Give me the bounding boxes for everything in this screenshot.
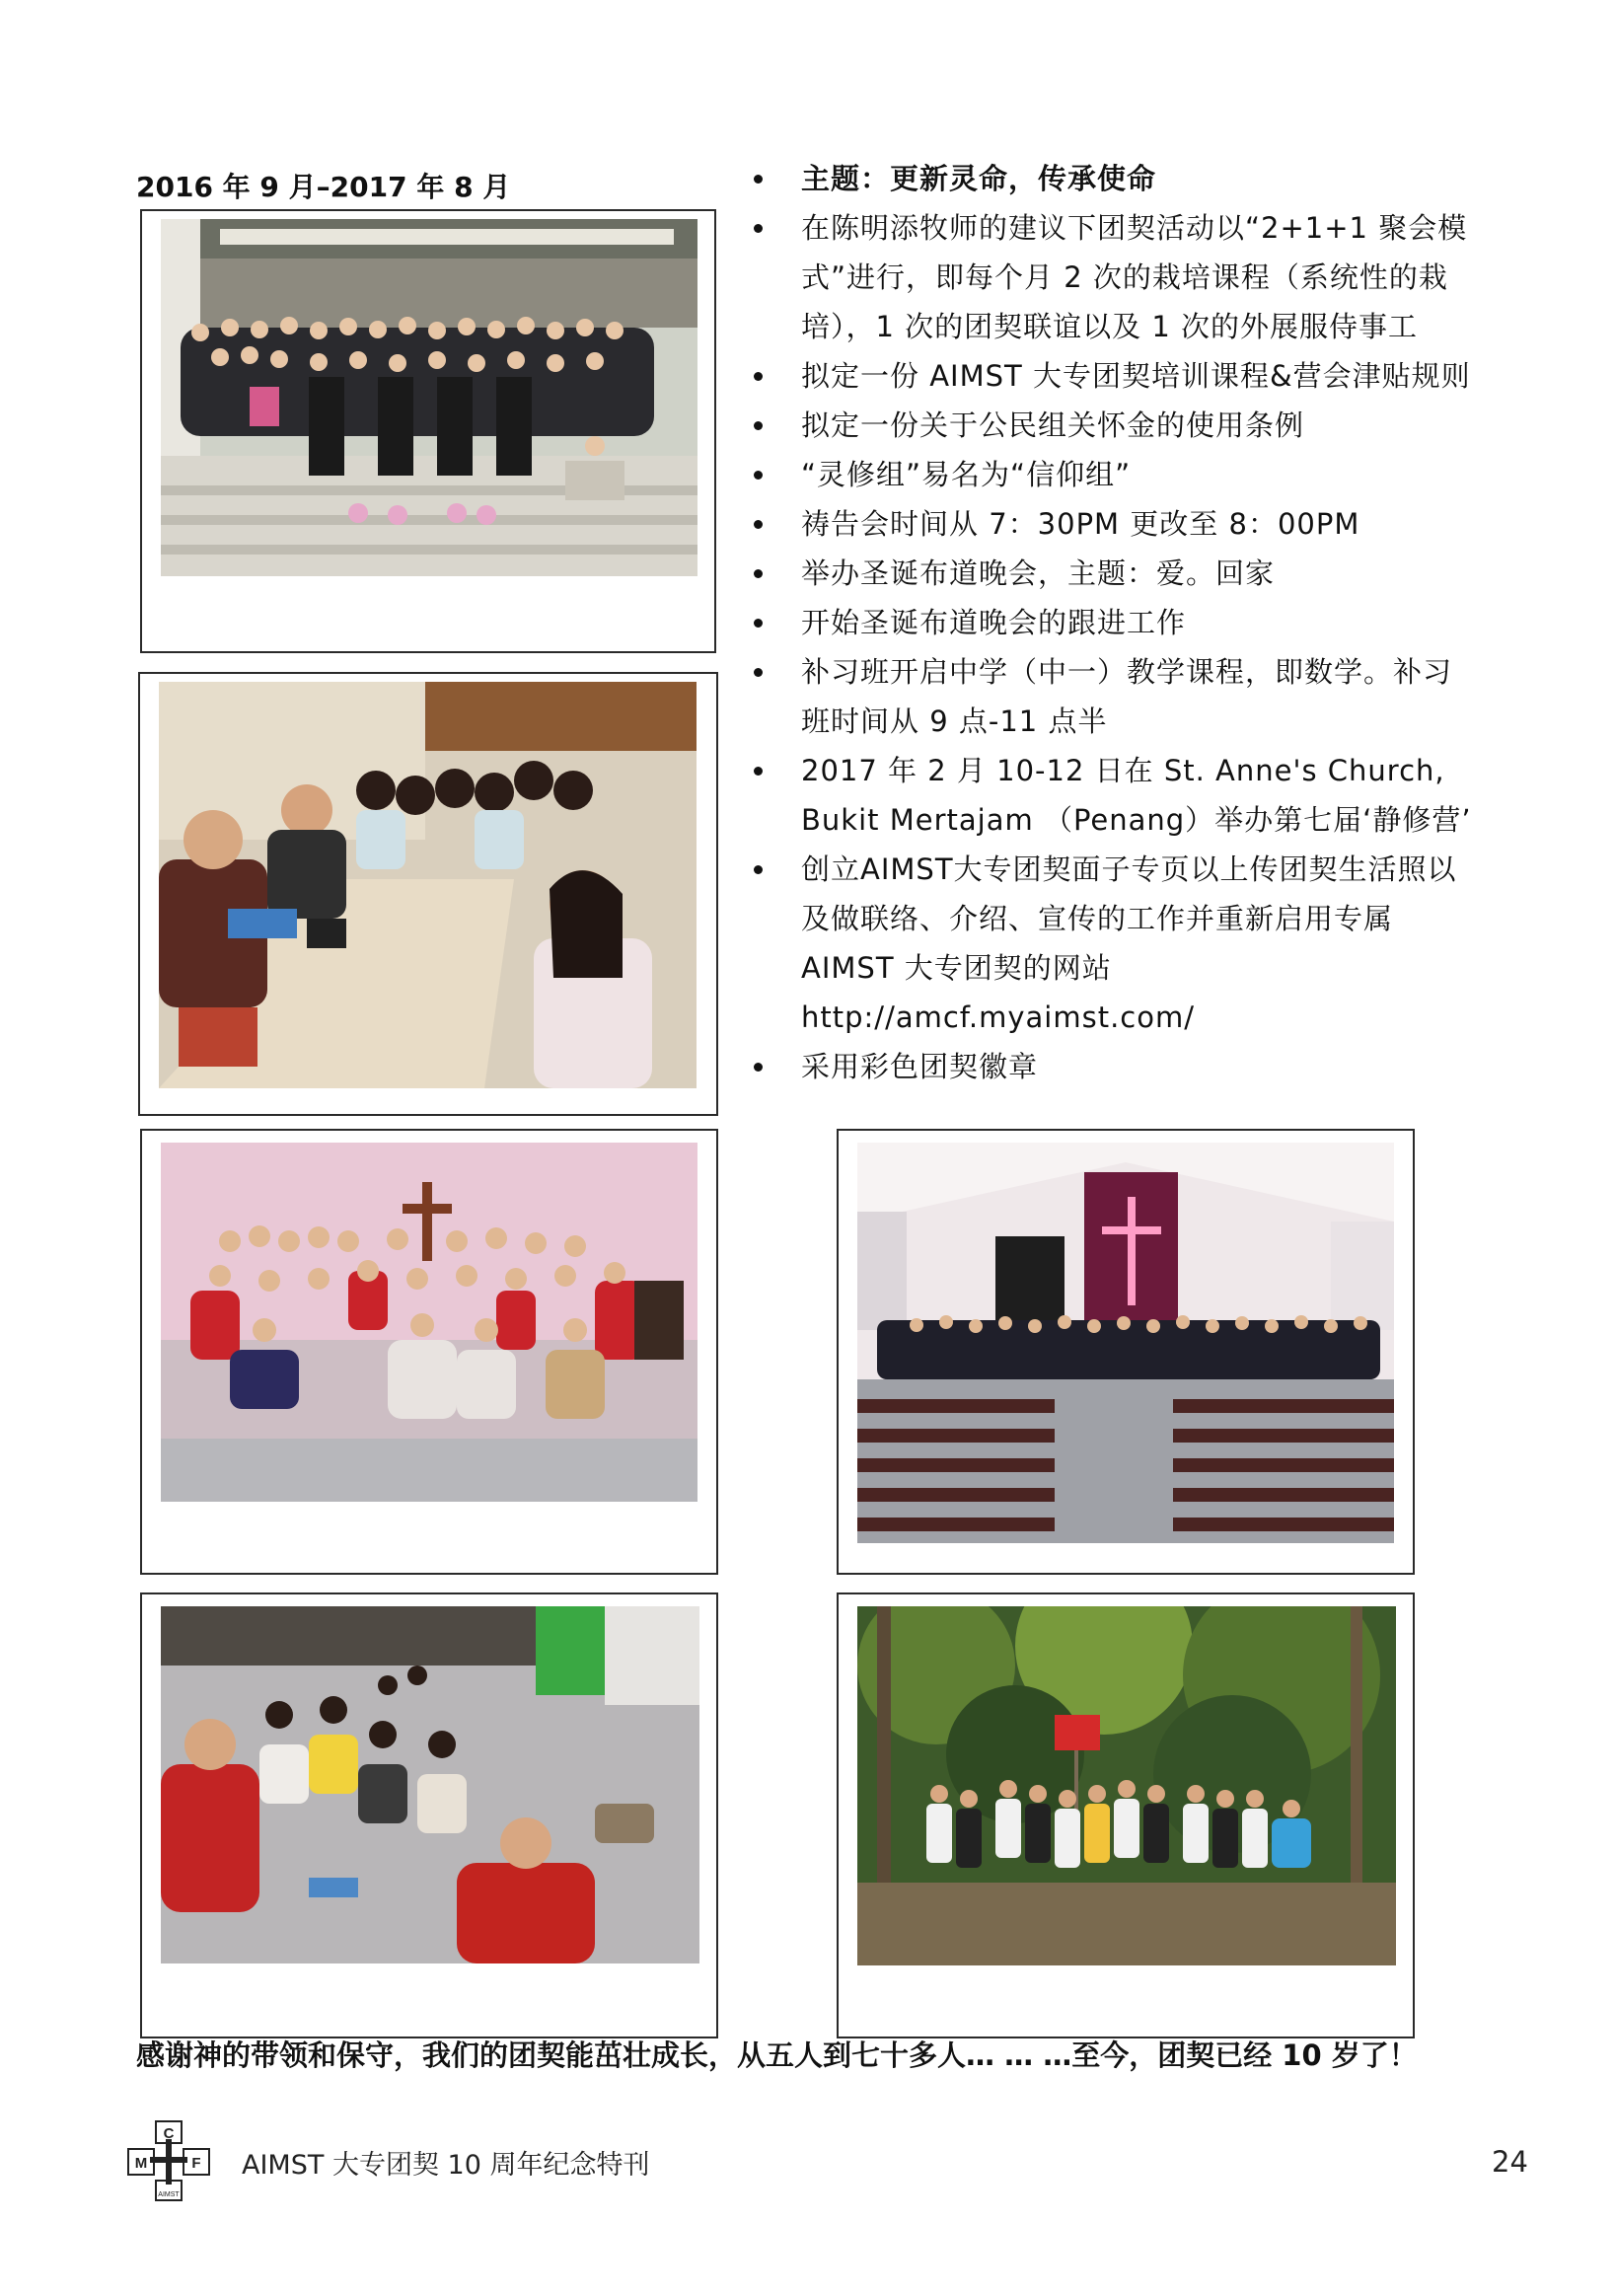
list-item: 主题：更新灵命，传承使命	[750, 154, 1480, 203]
svg-text:C: C	[163, 2125, 175, 2142]
page-number: 24	[1492, 2145, 1528, 2179]
fellowship-logo-icon	[126, 2119, 211, 2204]
photo-table-gathering	[159, 682, 697, 1088]
bullet-icon	[754, 175, 763, 184]
list-item: 举办圣诞布道晚会，主题：爱。回家	[750, 549, 1480, 598]
svg-text:M: M	[134, 2155, 148, 2172]
bullet-icon	[754, 767, 763, 776]
list-item: 开始圣诞布道晚会的跟进工作	[750, 598, 1480, 647]
svg-text:AIMST: AIMST	[158, 2191, 180, 2198]
list-item: 补习班开启中学（中一）教学课程，即数学。补习班时间从 9 点-11 点半	[750, 647, 1480, 746]
bullet-icon	[754, 1063, 763, 1072]
bullet-icon	[754, 865, 763, 874]
activity-list	[750, 154, 1480, 1091]
bullet-icon	[754, 520, 763, 529]
footer-publication-title: AIMST 大专团契 10 周年纪念特刊	[242, 2150, 650, 2181]
list-item: 祷告会时间从 7：30PM 更改至 8：00PM	[750, 499, 1480, 549]
bullet-icon	[754, 421, 763, 430]
list-item: 采用彩色团契徽章	[750, 1042, 1480, 1091]
photo-church-hall	[857, 1143, 1394, 1543]
bullet-icon	[754, 372, 763, 381]
list-item: 拟定一份关于公民组关怀金的使用条例	[750, 401, 1480, 450]
bullet-icon	[754, 569, 763, 578]
list-item: 创立AIMST大专团契面子专页以上传团契生活照以及做联络、介绍、宣传的工作并重新启用专属 AIMST 大专团契的网站 http://amcf.myaimst.com/	[750, 845, 1480, 1042]
list-item: 在陈明添牧师的建议下团契活动以“2+1+1 聚会模式”进行，即每个月 2 次的栽培课程（系统性的栽培），1 次的团契联谊以及 1 次的外展服侍事工	[750, 203, 1480, 351]
photo-floor-gathering	[161, 1606, 699, 1963]
bullet-icon	[754, 224, 763, 233]
closing-statement: 感谢神的带领和保守，我们的团契能茁壮成长，从五人到七十多人… … …至今，团契已经 10 岁了！	[136, 2038, 1418, 2072]
svg-text:F: F	[191, 2155, 201, 2172]
photo-forest-hike	[857, 1606, 1396, 1965]
bullet-icon	[754, 471, 763, 480]
bullet-icon	[754, 619, 763, 628]
list-item: 2017 年 2 月 10-12 日在 St. Anne's Church, Bukit Mertajam （Penang）举办第七届‘静修营’	[750, 746, 1480, 845]
list-item: 拟定一份 AIMST 大专团契培训课程&营会津贴规则	[750, 351, 1480, 401]
photo-graduation-group	[161, 219, 697, 576]
list-item: “灵修组”易名为“信仰组”	[750, 450, 1480, 499]
bullet-icon	[754, 668, 763, 677]
period-title: 2016 年 9 月–2017 年 8 月	[136, 171, 511, 203]
photo-christmas-group	[161, 1143, 697, 1502]
